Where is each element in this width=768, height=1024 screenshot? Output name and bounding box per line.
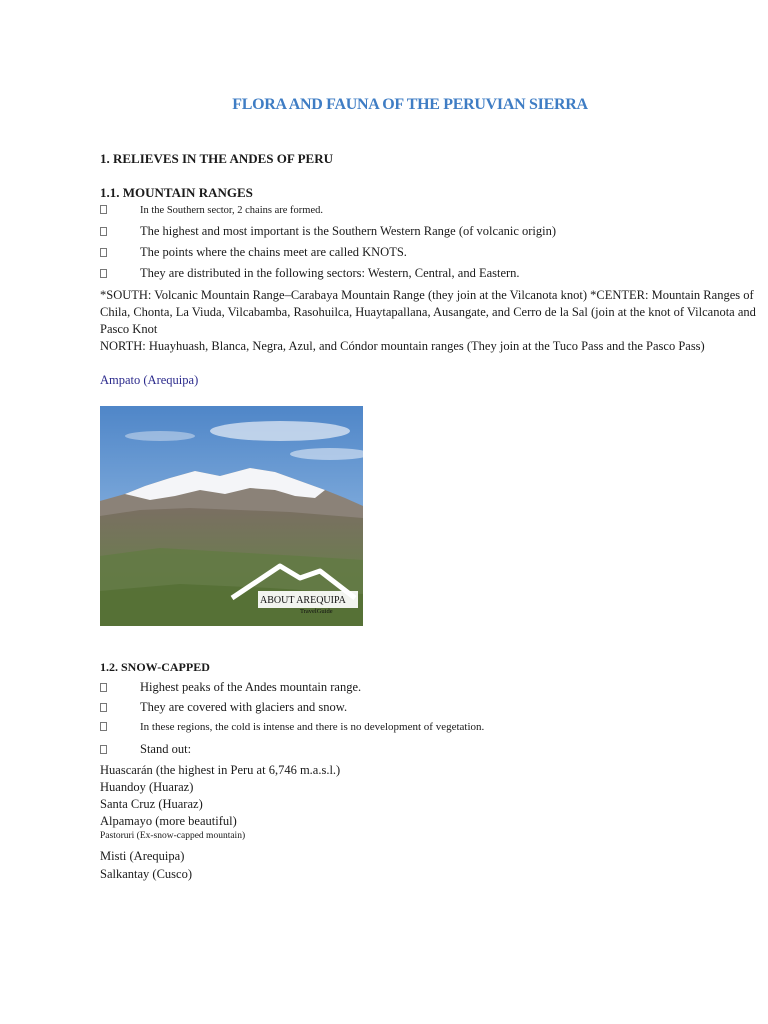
bullet-item [100, 700, 347, 715]
bullet-box-icon [100, 205, 107, 214]
bullet-text: Stand out: [140, 742, 192, 756]
bullet-item [100, 224, 556, 239]
peak-item: Salkantay (Cusco) [100, 867, 192, 881]
bullet-box-icon [100, 227, 107, 236]
peak-item: Alpamayo (more beautiful) [100, 814, 237, 828]
bullet-text: In these regions, the cold is intense and there is no development of vegetation. [140, 721, 485, 733]
watermark-sub-text: TravelGuide [300, 608, 333, 615]
bullet-item [100, 266, 520, 281]
peak-item: Santa Cruz (Huaraz) [100, 797, 203, 811]
ampato-photo [100, 406, 363, 626]
bullet-box-icon [100, 683, 107, 692]
bullet-box-icon [100, 248, 107, 257]
bullet-box-icon [100, 269, 107, 278]
bullet-item [100, 204, 323, 216]
bullet-item [100, 742, 191, 757]
bullet-item [100, 721, 484, 733]
bullet-box-icon [100, 703, 107, 712]
peak-item: Huascarán (the highest in Peru at 6,746 m.a.s.l.) [100, 763, 341, 777]
section-heading-mountain-ranges: 1.1. MOUNTAIN RANGES [100, 185, 253, 200]
bullet-text: They are covered with glaciers and snow. [140, 700, 348, 714]
section-heading-snow-capped: 1.2. SNOW-CAPPED [100, 660, 210, 674]
paragraph-north: NORTH: Huayhuash, Blanca, Negra, Azul, and Cóndor mountain ranges (They join at the Tuco Pass and the Pasco Pass) [100, 339, 705, 353]
section-heading-relieves: 1. RELIEVES IN THE ANDES OF PERU [100, 151, 333, 166]
bullet-text: The highest and most important is the Southern Western Range (of volcanic origin) [140, 224, 557, 238]
bullet-text: The points where the chains meet are called KNOTS. [140, 245, 407, 259]
document-title: FLORA AND FAUNA OF THE PERUVIAN SIERRA [232, 96, 588, 113]
bullet-item [100, 680, 361, 695]
figure-caption: Ampato (Arequipa) [100, 373, 199, 387]
peak-item: Huandoy (Huaraz) [100, 780, 194, 794]
bullet-item [100, 245, 407, 260]
watermark-main-text: ABOUT AREQUIPA [260, 595, 346, 606]
paragraph-south-center: *SOUTH: Volcanic Mountain Range–Carabaya Mountain Range (they join at the Vilcanota knot) *CENTER: Mountain Ranges of Chila, Chonta, La Viuda, Vilcabamba, Rasohuilca, Huaytapallana, Ausangate, and Cerro de la Sal (join at the knot of Vilcanota and Pasco Knot [100, 288, 756, 336]
bullet-text: They are distributed in the following sectors: Western, Central, and Eastern. [140, 266, 520, 280]
bullet-box-icon [100, 722, 107, 731]
peak-item: Pastoruri (Ex-snow-capped mountain) [100, 831, 246, 841]
peak-item: Misti (Arequipa) [100, 849, 185, 863]
bullet-text: Highest peaks of the Andes mountain range. [140, 680, 362, 694]
bullet-box-icon [100, 745, 107, 754]
bullet-text: In the Southern sector, 2 chains are formed. [140, 205, 323, 216]
